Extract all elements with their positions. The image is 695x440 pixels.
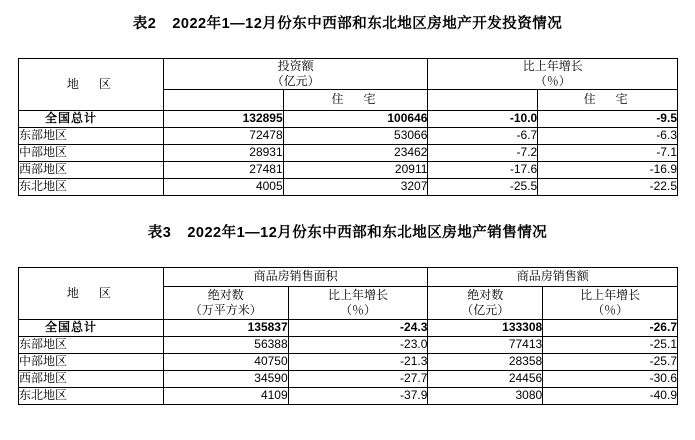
table3-title-number: 表3 xyxy=(147,225,172,241)
table3-header-area-growth: 比上年增长 （％） xyxy=(288,287,428,320)
table3-header-region: 地 区 xyxy=(19,268,164,320)
table-row: 东北地区 4109 -37.9 3080 -40.9 xyxy=(19,388,678,405)
table2-header-row-1 xyxy=(19,59,678,90)
table2-header-growth: 比上年增长 （％） xyxy=(428,59,678,90)
table2-header-invest: 投资额 （亿元） xyxy=(163,59,428,90)
table2-title-text: 2022年1—12月份东中西部和东北地区房地产开发投资情况 xyxy=(172,16,563,32)
table-row: 全国总计 132895 100646 -10.0 -9.5 xyxy=(19,111,678,128)
table3-header-sales-amount: 商品房销售额 xyxy=(428,268,678,287)
table-row: 中部地区 28931 23462 -7.2 -7.1 xyxy=(19,145,678,162)
table2-header-region: 地 区 xyxy=(19,59,164,111)
table2-title-number: 表2 xyxy=(132,16,157,32)
table2-header-invest-residential: 住 宅 xyxy=(283,90,428,111)
table-row: 中部地区 40750 -21.3 28358 -25.7 xyxy=(19,354,678,371)
table3-title-text: 2022年1—12月份东中西部和东北地区房地产销售情况 xyxy=(187,225,548,241)
table3-header-amount-growth: 比上年增长 （％） xyxy=(543,287,678,320)
table3-header-row-1 xyxy=(19,268,678,287)
table2-header-growth-residential: 住 宅 xyxy=(538,90,678,111)
table3-title xyxy=(0,221,695,242)
table2 xyxy=(18,58,678,196)
table-row: 西部地区 27481 20911 -17.6 -16.9 xyxy=(19,162,678,179)
table3-container xyxy=(18,267,678,405)
table2-header-invest-blank xyxy=(163,90,283,111)
table3 xyxy=(18,267,678,405)
table-row: 东部地区 56388 -23.0 77413 -25.1 xyxy=(19,337,678,354)
table-row: 东部地区 72478 53066 -6.7 -6.3 xyxy=(19,128,678,145)
table3-header-area-absolute: 绝对数 （万平方米） xyxy=(163,287,288,320)
table3-header-amount-absolute: 绝对数 （亿元） xyxy=(428,287,543,320)
table2-container xyxy=(18,58,678,196)
table-row: 西部地区 34590 -27.7 24456 -30.6 xyxy=(19,371,678,388)
table-row: 东北地区 4005 3207 -25.5 -22.5 xyxy=(19,179,678,196)
table2-header-growth-blank xyxy=(428,90,538,111)
table-row: 全国总计 135837 -24.3 133308 -26.7 xyxy=(19,320,678,337)
table3-header-sales-area: 商品房销售面积 xyxy=(163,268,428,287)
table2-title xyxy=(0,12,695,33)
